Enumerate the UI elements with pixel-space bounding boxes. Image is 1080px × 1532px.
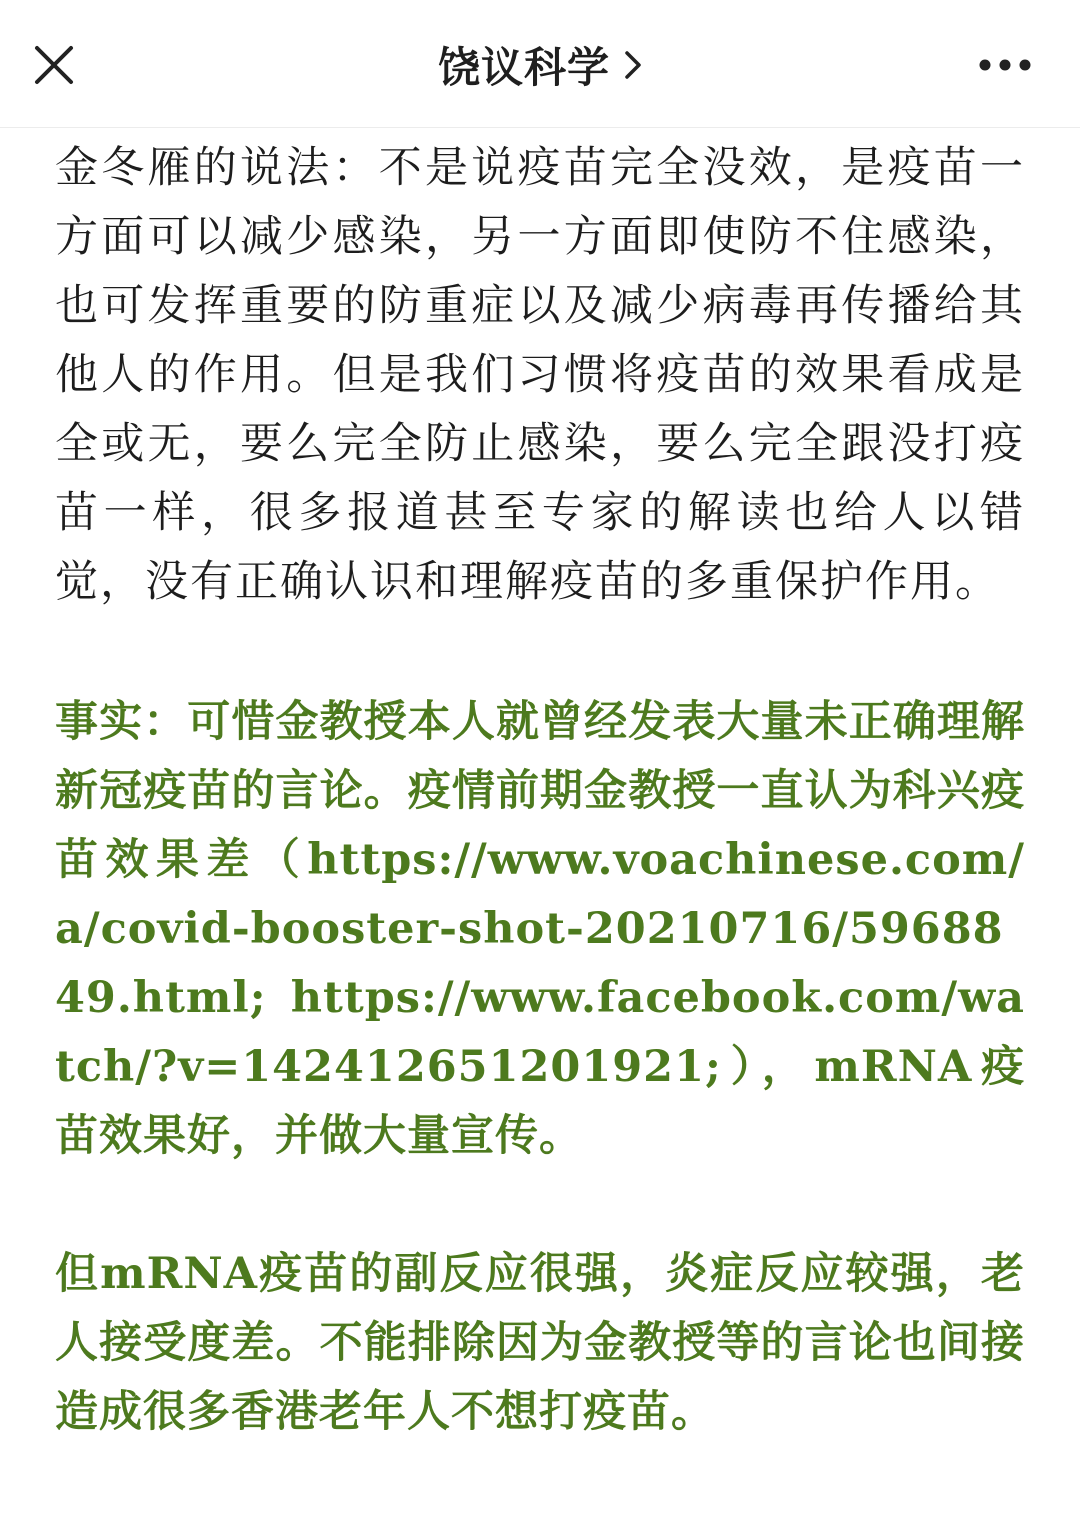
paragraph-spacer bbox=[55, 617, 1025, 688]
fact-outro-text: ），mRNA疫苗效果好，并做大量宣传。 bbox=[55, 1042, 1025, 1161]
account-title-link[interactable] bbox=[0, 30, 1080, 100]
page-title: 饶议科学 bbox=[437, 43, 610, 92]
quote-paragraph: 金冬雁的说法：不是说疫苗完全没效，是疫苗一方面可以减少感染，另一方面即使防不住感染，也可发挥重要的防重症以及减少病毒再传播给其他人的作用。但是我们习惯将疫苗的效果看成是全或无，要么完全防止感染，要么完全跟没打疫苗一样，很多报道甚至专家的解读也给人以错觉，没有正确认识和理解疫苗的多重保护作用。 bbox=[55, 143, 1025, 607]
article-body bbox=[55, 134, 1025, 1447]
more-horizontal-icon bbox=[979, 59, 1031, 71]
conclusion-paragraph: 但mRNA疫苗的副反应很强，炎症反应较强，老人接受度差。不能排除因为金教授等的言论也间接造成很多香港老年人不想打疫苗。 bbox=[55, 1249, 1025, 1437]
paragraph-spacer bbox=[55, 1171, 1025, 1240]
more-options-button[interactable] bbox=[964, 30, 1046, 100]
voa-link-text: https://www.voachinese.com/a/covid-booster-shot-20210716/5968849.html; bbox=[55, 835, 1025, 1023]
fact-paragraph bbox=[55, 688, 1025, 1171]
top-navigation-bar bbox=[0, 0, 1080, 128]
facebook-link-text: https://www.facebook.com/watch/?v=142412651201921; bbox=[55, 973, 1025, 1092]
chevron-right-icon bbox=[624, 50, 642, 80]
fact-intro-text: 事实：可惜金教授本人就曾经发表大量未正确理解新冠疫苗的言论。疫情前期金教授一直认为科兴疫苗效果差（ bbox=[55, 697, 1025, 885]
